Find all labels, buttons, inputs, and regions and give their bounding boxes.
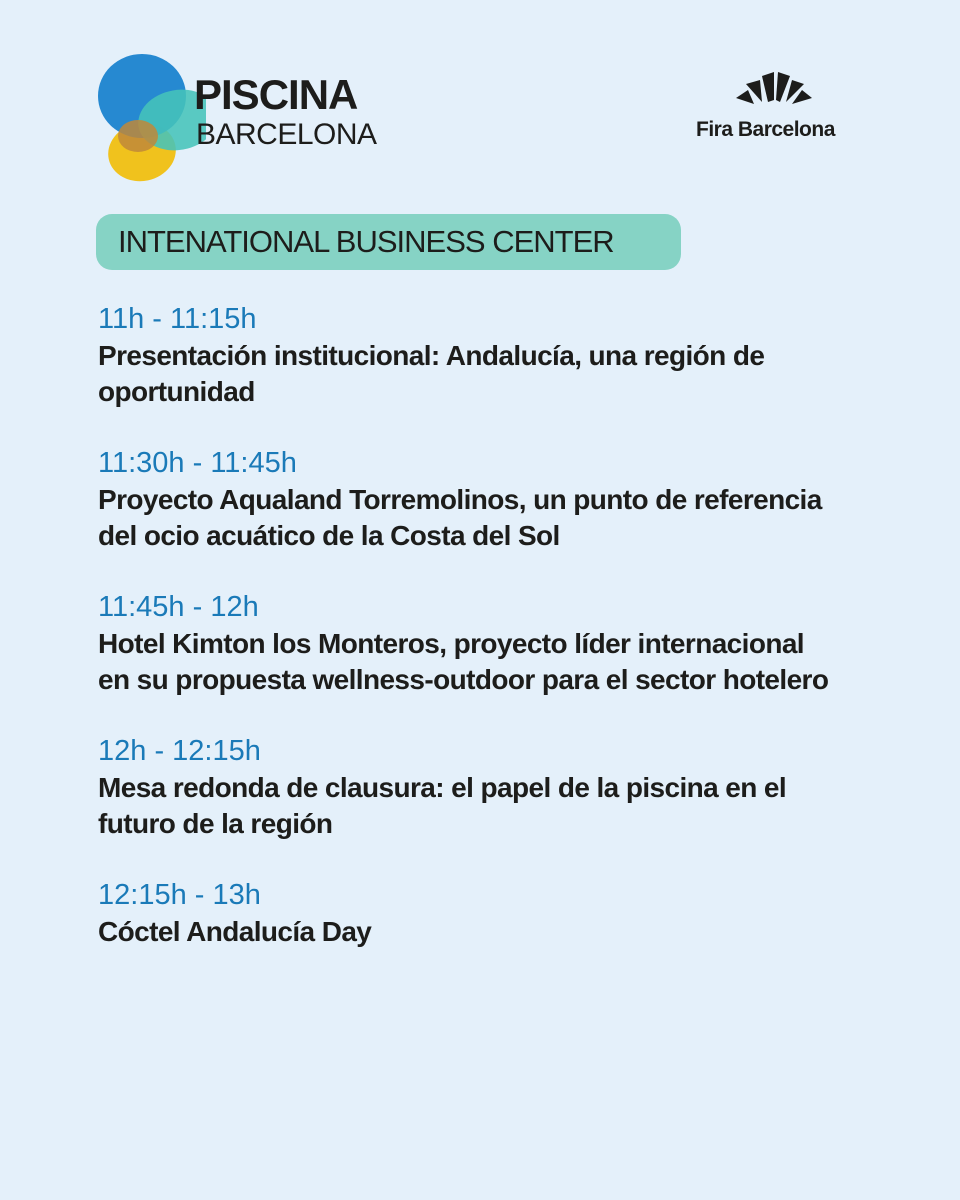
agenda-title-line: Presentación institucional: Andalucía, una región de xyxy=(98,340,765,371)
agenda-item xyxy=(98,444,888,554)
agenda-item xyxy=(98,300,888,410)
piscina-barcelona-logo xyxy=(96,44,396,184)
agenda-time: 11:30h - 11:45h xyxy=(98,447,297,479)
agenda-title xyxy=(98,770,888,842)
agenda-time: 12h - 12:15h xyxy=(98,735,261,767)
agenda-title-line: en su propuesta wellness-outdoor para el sector hotelero xyxy=(98,664,829,695)
logo-word-piscina: PISCINA xyxy=(194,71,358,118)
agenda-time: 12:15h - 13h xyxy=(98,879,261,911)
agenda-title-line: Mesa redonda de clausura: el papel de la piscina en el xyxy=(98,772,787,803)
agenda-title xyxy=(98,914,888,950)
section-banner xyxy=(96,214,681,270)
agenda-title-line: futuro de la región xyxy=(98,808,333,839)
agenda-title-line: Cóctel Andalucía Day xyxy=(98,916,372,947)
agenda-list xyxy=(98,300,888,984)
logo-blobs-icon xyxy=(96,44,206,184)
agenda-title-line: Proyecto Aqualand Torremolinos, un punto de referencia xyxy=(98,484,822,515)
agenda-time: 11h - 11:15h xyxy=(98,303,257,335)
agenda-item xyxy=(98,876,888,950)
agenda-title-line: oportunidad xyxy=(98,376,255,407)
agenda-item xyxy=(98,588,888,698)
agenda-title xyxy=(98,338,888,410)
agenda-time: 11:45h - 12h xyxy=(98,591,259,623)
agenda-title xyxy=(98,482,888,554)
agenda-title-line: Hotel Kimton los Monteros, proyecto líder internacional xyxy=(98,628,804,659)
agenda-item xyxy=(98,732,888,842)
fira-barcelona-logo xyxy=(690,72,870,152)
logo-word-barcelona: BARCELONA xyxy=(196,118,377,151)
agenda-title xyxy=(98,626,888,698)
fira-barcelona-name: Fira Barcelona xyxy=(696,118,835,141)
banner-label: INTENATIONAL BUSINESS CENTER xyxy=(118,224,614,259)
fan-icon xyxy=(734,72,814,114)
agenda-title-line: del ocio acuático de la Costa del Sol xyxy=(98,520,560,551)
